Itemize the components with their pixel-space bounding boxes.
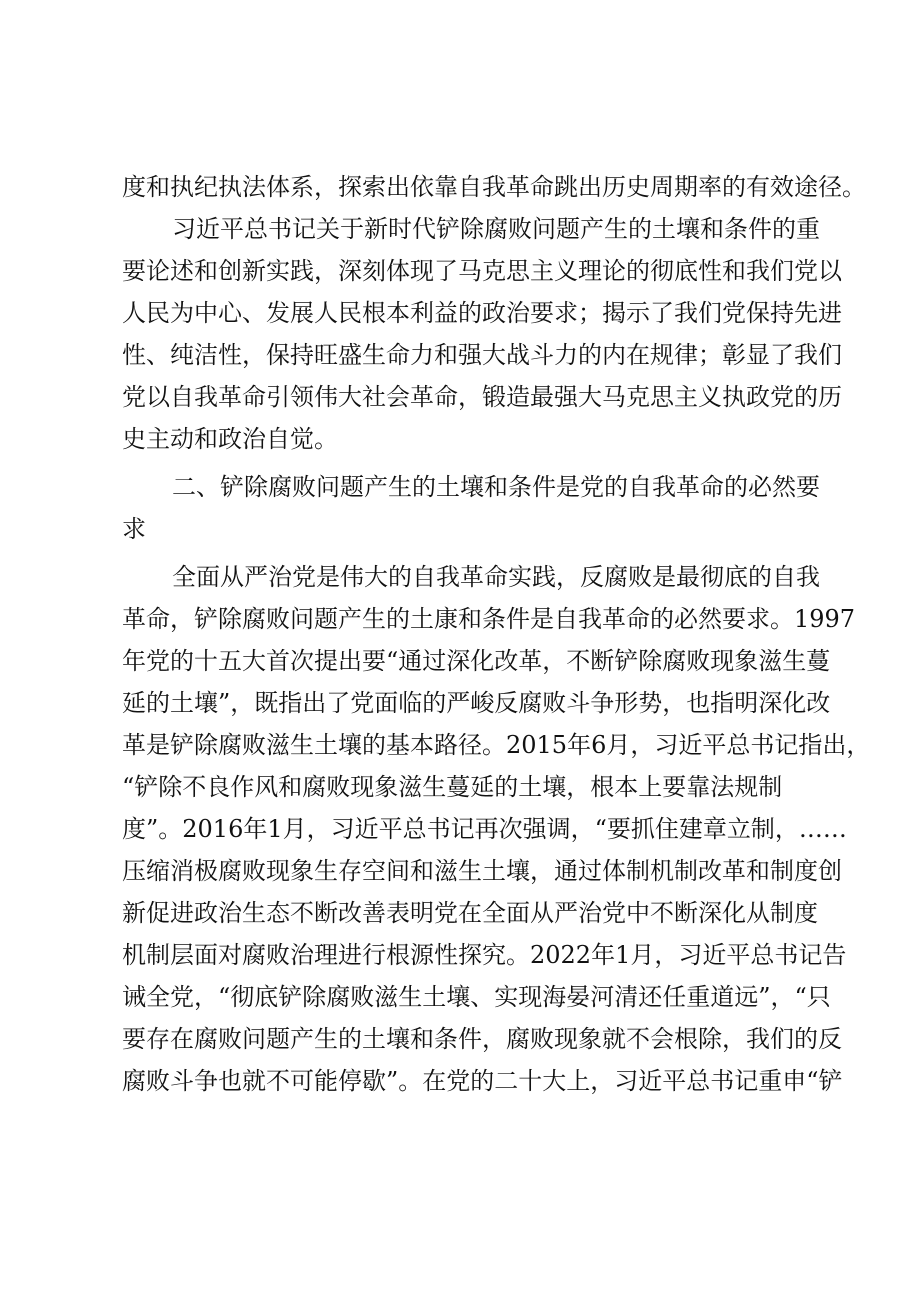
- text-line: 度”。2016年1月，习近平总书记再次强调，“要抓住建章立制，……: [122, 815, 847, 843]
- section-heading: 二、铲除腐败问题产生的土壤和条件是党的自我革命的必然要: [172, 473, 820, 501]
- text-line: 性、纯洁性，保持旺盛生命力和强大战斗力的内在规律；彰显了我们: [122, 341, 842, 369]
- text-line: 革命，铲除腐败问题产生的土康和条件是自我革命的必然要求。1997: [122, 605, 856, 633]
- text-line: 革是铲除腐败滋生土壤的基本路径。2015年6月，习近平总书记指出，: [122, 731, 871, 759]
- text-line: 人民为中心、发展人民根本利益的政治要求；揭示了我们党保持先进: [122, 299, 842, 327]
- text-line: 压缩消极腐败现象生存空间和滋生土壤，通过体制机制改革和制度创: [122, 857, 842, 885]
- text-line: 全面从严治党是伟大的自我革命实践，反腐败是最彻底的自我: [172, 563, 820, 591]
- section-heading: 求: [122, 515, 146, 543]
- text-line: 党以自我革命引领伟大社会革命，锻造最强大马克思主义执政党的历: [122, 383, 842, 411]
- text-line: “铲除不良作风和腐败现象滋生蔓延的土壤，根本上要靠法规制: [122, 773, 783, 801]
- text-line: 新促进政治生态不断改善表明党在全面从严治党中不断深化从制度: [122, 899, 818, 927]
- text-line: 要存在腐败问题产生的土壤和条件，腐败现象就不会根除，我们的反: [122, 1025, 842, 1053]
- text-line: 年党的十五大首次提出要“通过深化改革，不断铲除腐败现象滋生蔓: [122, 647, 831, 675]
- text-line: 延的土壤”，既指出了党面临的严峻反腐败斗争形势，也指明深化改: [122, 689, 831, 717]
- text-line: 史主动和政治自觉。: [122, 425, 338, 453]
- text-line: 习近平总书记关于新时代铲除腐败问题产生的土壤和条件的重: [172, 215, 820, 243]
- text-line: 腐败斗争也就不可能停歇”。在党的二十大上，习近平总书记重申“铲: [122, 1067, 843, 1095]
- text-line: 机制层面对腐败治理进行根源性探究。2022年1月，习近平总书记告: [122, 941, 847, 969]
- text-line: 度和执纪执法体系，探索出依靠自我革命跳出历史周期率的有效途径。: [122, 173, 866, 201]
- text-line: 诫全党，“彻底铲除腐败滋生土壤、实现海晏河清还任重道远”，“只: [122, 983, 831, 1011]
- text-line: 要论述和创新实践，深刻体现了马克思主义理论的彻底性和我们党以: [122, 257, 842, 285]
